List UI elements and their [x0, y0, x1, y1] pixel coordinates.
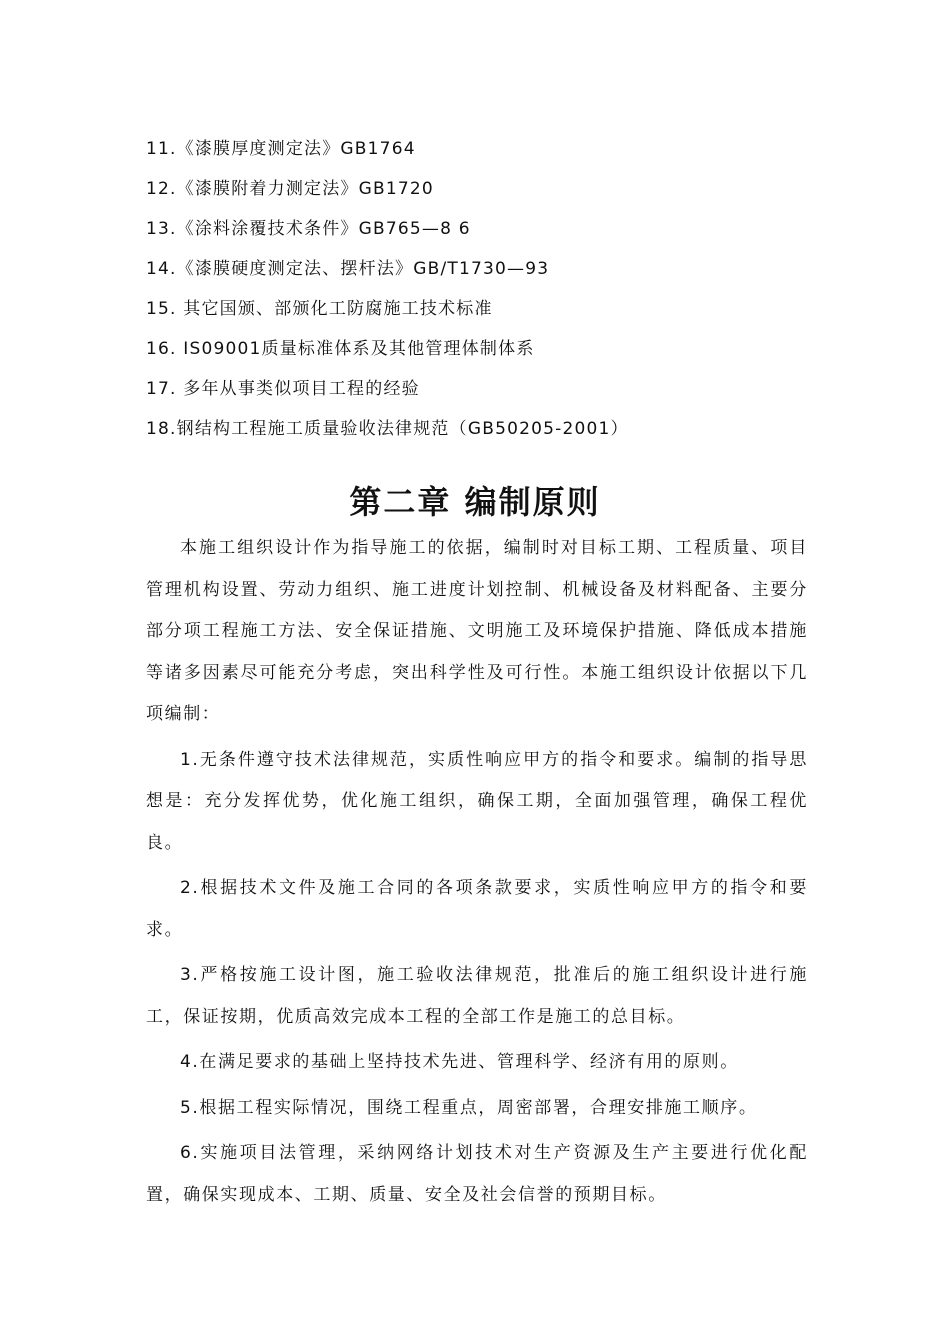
paragraph-principle-1: 1.无条件遵守技术法律规范，实质性响应甲方的指令和要求。编制的指导思想是：充分发挥优势，优化施工组织，确保工期，全面加强管理，确保工程优良。 — [146, 749, 808, 853]
list-item: 11.《漆膜厚度测定法》GB1764 — [146, 139, 416, 159]
paragraph-intro: 本施工组织设计作为指导施工的依据，编制时对目标工期、工程质量、项目管理机构设置、劳动力组织、施工进度计划控制、机械设备及材料配备、主要分部分项工程施工方法、安全保证措施、文明施工及环境保护措施、降低成本措施等诸多因素尽可能充分考虑，突出科学性及可行性。本施工组织设计依据以下几项编制： — [146, 538, 808, 724]
paragraph-principle-3: 3.严格按施工设计图，施工验收法律规范，批准后的施工组织设计进行施工，保证按期，优质高效完成本工程的全部工作是施工的总目标。 — [146, 965, 808, 1027]
list-item: 16. IS09001质量标准体系及其他管理体制体系 — [146, 339, 535, 359]
list-item: 12.《漆膜附着力测定法》GB1720 — [146, 179, 434, 199]
standards-list — [146, 132, 846, 452]
list-item: 13.《涂料涂覆技术条件》GB765—8 6 — [146, 219, 471, 239]
paragraph-principle-2: 2.根据技术文件及施工合同的各项条款要求，实质性响应甲方的指令和要求。 — [146, 878, 808, 940]
paragraph-principle-5: 5.根据工程实际情况，围绕工程重点，周密部署，合理安排施工顺序。 — [180, 1097, 758, 1118]
paragraph-principle-4: 4.在满足要求的基础上坚持技术先进、管理科学、经济有用的原则。 — [180, 1052, 739, 1072]
chapter-title: 第二章 编制原则 — [349, 483, 601, 521]
list-item: 15. 其它国颁、部颁化工防腐施工技术标准 — [146, 299, 493, 319]
paragraph-principle-6: 6.实施项目法管理，采纳网络计划技术对生产资源及生产主要进行优化配置，确保实现成本、工期、质量、安全及社会信誉的预期目标。 — [146, 1143, 808, 1205]
list-item: 14.《漆膜硬度测定法、摆杆法》GB/T1730—93 — [146, 259, 550, 279]
list-item: 17. 多年从事类似项目工程的经验 — [146, 379, 420, 399]
list-item: 18.钢结构工程施工质量验收法律规范（GB50205-2001） — [146, 419, 629, 439]
body-text — [146, 528, 808, 1220]
